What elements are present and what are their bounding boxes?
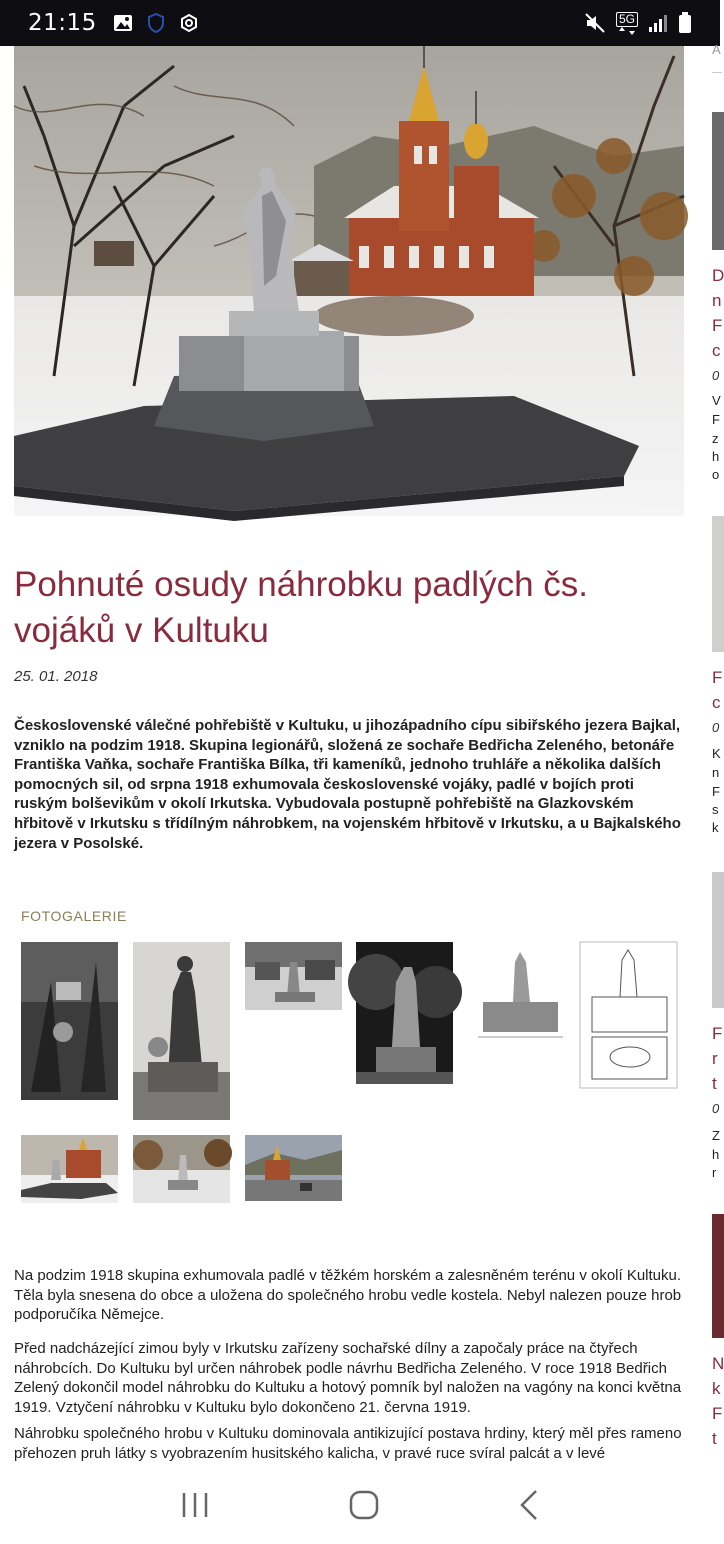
sidebar-title-2-a[interactable]: F xyxy=(712,668,723,687)
gallery-heading: FOTOGALERIE xyxy=(21,908,127,924)
gallery-thumb-2[interactable] xyxy=(133,942,230,1120)
sidebar-date-1: 0 xyxy=(712,368,720,383)
sidebar-thumb-3[interactable] xyxy=(712,872,724,1008)
recent-apps-icon[interactable] xyxy=(180,1491,210,1519)
article-paragraph-3: Náhrobku společného hrobu v Kultuku dominovala antikizující postava hrdiny, který měl přes rameno přehozen pruh látky s vyobrazením husitského kalicha, v pravé ruce svíral palcát a v levé xyxy=(14,1425,682,1462)
article-content xyxy=(0,46,700,1466)
sidebar-thumb-4[interactable] xyxy=(712,1214,724,1338)
sidebar-thumb-2[interactable] xyxy=(712,516,724,652)
sidebar-title-4-c[interactable]: F xyxy=(712,1404,723,1423)
status-bar xyxy=(0,0,720,46)
gallery-thumb-5[interactable] xyxy=(468,942,565,1042)
sidebar-title-2-b[interactable]: c xyxy=(712,693,721,712)
gallery-thumb-9[interactable] xyxy=(245,1135,342,1201)
sidebar-thumb-1[interactable] xyxy=(712,112,724,250)
article-date: 25. 01. 2018 xyxy=(14,668,98,685)
5g-icon xyxy=(616,12,638,35)
shield-icon xyxy=(147,13,165,33)
gallery-thumb-1[interactable] xyxy=(21,942,118,1100)
article-lead: Československé válečné pohřebiště v Kultuku, u jihozápadního cípu sibiřského jezera Bajkal, vzniklo na podzim 1918. Skupina legionářů, složená ze sochaře Bedřicha Zeleného, betonáře Františka Vaňka, sochaře Františka Bílka, tři kameníků, jednoho truhláře a několika dalších pomocných sil, od srpna 1918 exhumovala československé vojáky, padlé v bojích proti ruským bolševikům v okolí Irkutska. Vybudovala postupně pohřebiště na Glazkovském hřbitově v Irkutsku s třídílným náhrobkem, na vojenském hřbitově v Irkutsku, a u Bajkalského jezera v Posolské. xyxy=(14,717,681,852)
related-articles-sidebar xyxy=(700,42,724,1466)
signal-icon xyxy=(648,13,668,33)
sidebar-title-3-b[interactable]: r xyxy=(712,1049,718,1068)
sidebar-title-4-b[interactable]: k xyxy=(712,1379,721,1398)
back-icon[interactable] xyxy=(518,1489,540,1521)
sidebar-text-1-c: z xyxy=(712,431,719,446)
sidebar-date-3: 0 xyxy=(712,1101,720,1116)
article-paragraph-2: Před nadcházející zimou byly v Irkutsku zařízeny sochařské dílny a započaly práce na čtyřech náhrobcích. Do Kultuku byl určen náhrobek podle návrhu Bedřicha Zeleného. V roce 1918 Bedřich Zelený dokončil model náhrobku do Kultuku a hotový pomník byl naložen na vagóny na konci května 1919. Vztyčení náhrobku v Kultuku bylo dokončeno 21. června 1919. xyxy=(14,1340,682,1416)
sync-icon xyxy=(179,13,199,33)
gallery-thumb-3[interactable] xyxy=(245,942,342,1010)
network-label: 5G xyxy=(616,12,638,27)
sidebar-title-1-d[interactable]: c xyxy=(712,341,721,360)
sidebar-text-2-d: s xyxy=(712,802,719,817)
sidebar-title-1-c[interactable]: F xyxy=(712,316,723,335)
sidebar-text-1-b: F xyxy=(712,412,720,427)
sidebar-title-3-c[interactable]: t xyxy=(712,1074,717,1093)
sidebar-text-1-d: h xyxy=(712,449,720,464)
battery-icon xyxy=(678,12,692,34)
article-title: Pohnuté osudy náhrobku padlých čs. vojáků v Kultuku xyxy=(14,565,588,650)
sidebar-text-3-a: Z xyxy=(712,1128,720,1143)
sidebar-title-1-b[interactable]: n xyxy=(712,291,722,310)
status-time: 21:15 xyxy=(28,10,97,36)
sidebar-title-1-a[interactable]: D xyxy=(712,266,724,285)
sidebar-title-4-a[interactable]: N xyxy=(712,1354,724,1373)
mute-icon xyxy=(584,12,606,34)
sidebar-text-3-b: h xyxy=(712,1147,720,1162)
gallery-thumb-4[interactable] xyxy=(356,942,453,1084)
sidebar-text-3-c: r xyxy=(712,1165,717,1180)
sidebar-text-2-a: K xyxy=(712,746,721,761)
sidebar-text-2-e: k xyxy=(712,820,719,835)
article-paragraph-1: Na podzim 1918 skupina exhumovala padlé v těžkém horském a zalesněném terénu v okolí Kultuku. Těla byla snesena do obce a uložena do společného hrobu vedle kostela. Nebyl nalezen pouze hrob podporučíka Němejce. xyxy=(14,1267,682,1324)
hero-photo[interactable] xyxy=(14,46,684,516)
home-icon[interactable] xyxy=(349,1490,379,1520)
sidebar-text-2-c: F xyxy=(712,784,720,799)
sidebar-text-1-e: o xyxy=(712,467,720,482)
sidebar-title-3-a[interactable]: F xyxy=(712,1024,723,1043)
sidebar-text-2-b: n xyxy=(712,765,720,780)
gallery-thumb-7[interactable] xyxy=(21,1135,118,1203)
sidebar-title-4-d[interactable]: t xyxy=(712,1429,717,1448)
sidebar-text-1-a: V xyxy=(712,393,721,408)
sidebar-top-letter: A xyxy=(712,42,721,57)
gallery-thumb-8[interactable] xyxy=(133,1135,230,1203)
image-icon xyxy=(113,14,133,32)
gallery-thumb-6[interactable] xyxy=(580,942,677,1088)
sidebar-date-2: 0 xyxy=(712,720,720,735)
system-navigation-bar xyxy=(0,1466,720,1544)
